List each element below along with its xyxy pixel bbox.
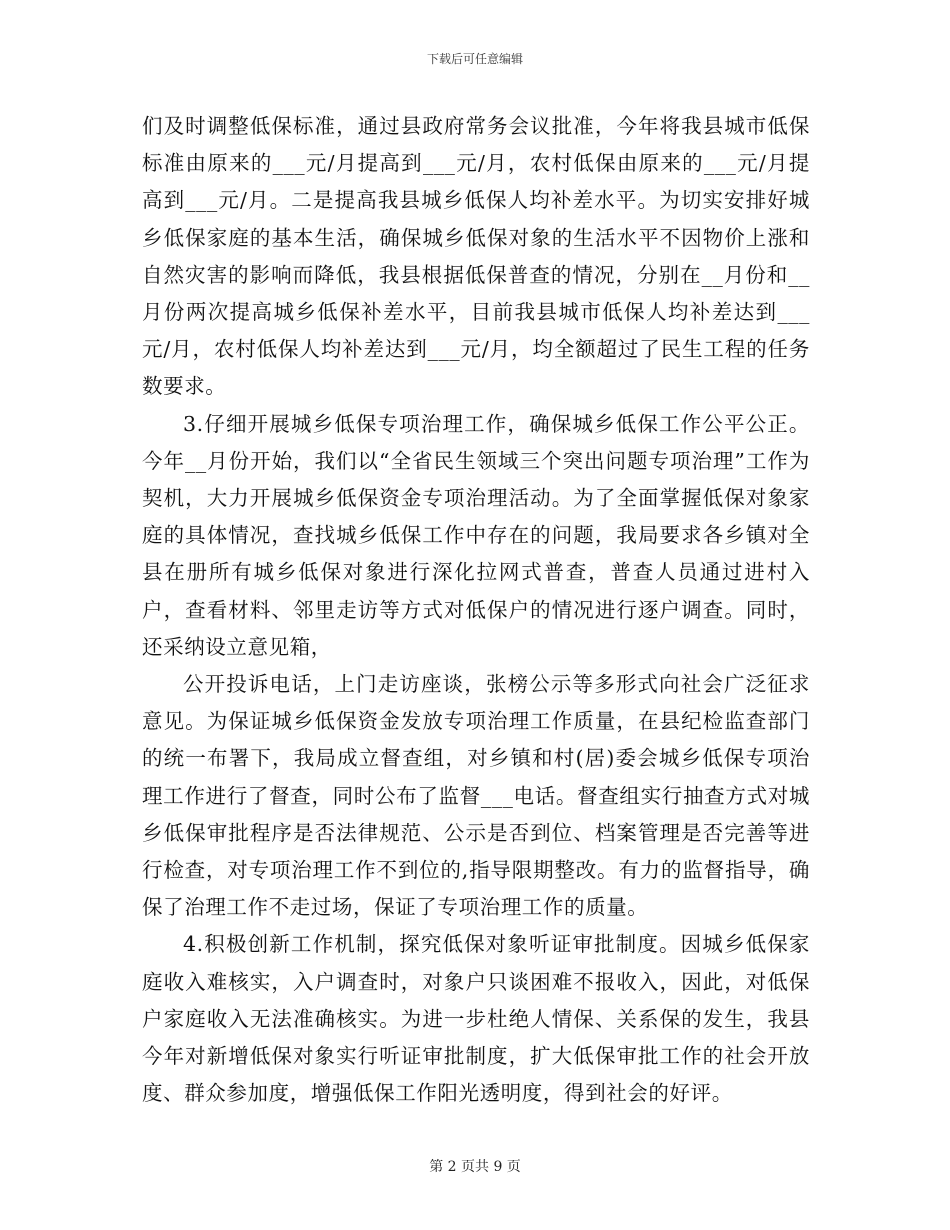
document-body (142, 108, 810, 1112)
paragraph-hearing-approval: 4.积极创新工作机制，探究低保对象听证审批制度。因城乡低保家庭收入难核实，入户调查时，对象户只谈困难不报收入，因此，对低保户家庭收入无法准确核实。为进一步杜绝人情保、关系保的发生，我县今年对新增低保对象实行听证审批制度，扩大低保审批工作的社会开放度、群众参加度，增强低保工作阳光透明度，得到社会的好评。 (142, 932, 810, 1106)
paragraph-public-opinion: 公开投诉电话，上门走访座谈，张榜公示等多形式向社会广泛征求意见。为保证城乡低保资金发放专项治理工作质量，在县纪检监查部门的统一布署下，我局成立督查组，对乡镇和村(居)委会城乡低保专项治理工作进行了督查，同时公布了监督___电话。督查组实行抽查方式对城乡低保审批程序是否法律规范、公示是否到位、档案管理是否完善等进行检查，对专项治理工作不到位的,指导限期整改。有力的监督指导，确保了治理工作不走过场，保证了专项治理工作的质量。 (142, 672, 810, 920)
page-number: 第 2 页共 9 页 (429, 1159, 521, 1175)
page-header: 下载后可任意编辑 (426, 52, 523, 66)
paragraph-low-income-standard: 们及时调整低保标准，通过县政府常务会议批准，今年将我县城市低保标准由原来的___元/月提高到___元/月，农村低保由原来的___元/月提高到___元/月。二是提高我县城乡低保人均补差水平。为切实安排好城乡低保家庭的基本生活，确保城乡低保对象的生活水平不因物价上涨和自然灾害的影响而降低，我县根据低保普查的情况，分别在__月份和__月份两次提高城乡低保补差水平，目前我县城市低保人均补差达到___元/月，农村低保人均补差达到___元/月，均全额超过了民生工程的任务数要求。 (142, 114, 810, 399)
paragraph-special-governance: 3.仔细开展城乡低保专项治理工作，确保城乡低保工作公平公正。今年__月份开始，我们以“全省民生领域三个突出问题专项治理”工作为契机，大力开展城乡低保资金专项治理活动。为了全面掌握低保对象家庭的具体情况，查找城乡低保工作中存在的问题，我局要求各乡镇对全县在册所有城乡低保对象进行深化拉网式普查，普查人员通过进村入户，查看材料、邻里走访等方式对低保户的情况进行逐户调查。同时，还采纳设立意见箱， (142, 411, 810, 659)
